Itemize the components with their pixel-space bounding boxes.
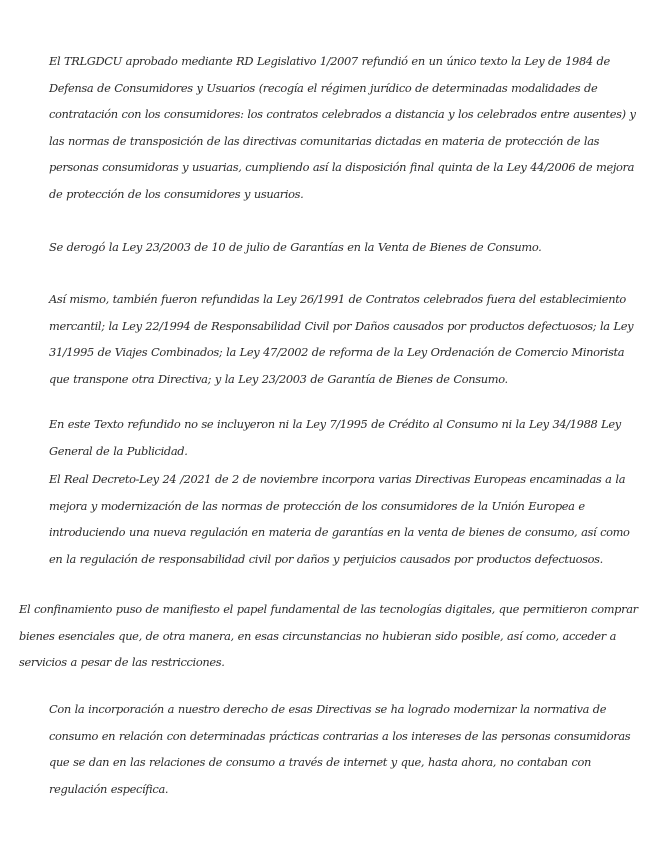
- paragraph-derogation: Se derogó la Ley 23/2003 de 10 de julio de Garantías en la Venta de Bienes de Consumo.: [49, 240, 542, 254]
- paragraph-excluded-laws: En este Texto refundido no se incluyeron ni la Ley 7/1995 de Crédito al Consumo ni la Ley 34/1988 Ley General de la Publicidad.: [49, 417, 621, 458]
- paragraph-real-decreto: El Real Decreto-Ley 24 /2021 de 2 de noviembre incorpora varias Directivas Europeas encaminadas a la mejora y modernización de las normas de protección de los consumidores de la Unión Europea e introduciendo una nueva regulación en materia de garantías en la venta de bienes de consumo, así como en la regulación de responsabilidad civil por daños y perjuicios causados por productos defectuosos.: [49, 472, 630, 566]
- paragraph-directives: Con la incorporación a nuestro derecho de esas Directivas se ha logrado modernizar la normativa de consumo en relación con determinadas prácticas contrarias a los intereses de las personas consumidoras que se dan en las relaciones de consumo a través de internet y que, hasta ahora, no contaban con regulación específica.: [49, 702, 631, 796]
- paragraph-refunded-laws: Así mismo, también fueron refundidas la Ley 26/1991 de Contratos celebrados fuera del establecimiento mercantil; la Ley 22/1994 de Responsabilidad Civil por Daños causados por productos defectuosos; la Ley 31/1995 de Viajes Combinados; la Ley 47/2002 de reforma de la Ley Ordenación de Comercio Minorista que transpone otra Directiva; y la Ley 23/2003 de Garantía de Bienes de Consumo.: [49, 292, 634, 386]
- paragraph-trlgdcu: El TRLGDCU aprobado mediante RD Legislativo 1/2007 refundió en un único texto la Ley de 1984 de Defensa de Consumidores y Usuarios (recogía el régimen jurídico de determinadas modalidades de contratación con los consumidores: los contratos celebrados a distancia y los celebrados entre ausentes) y las normas de transposición de las directivas comunitarias dictadas en materia de protección de las personas consumidoras y usuarias, cumpliendo así la disposición final quinta de la Ley 44/2006 de mejora de protección de los consumidores y usuarios.: [49, 54, 636, 201]
- paragraph-confinement: El confinamiento puso de manifiesto el papel fundamental de las tecnologías digitales, que permitieron comprar bienes esenciales que, de otra manera, en esas circunstancias no hubieran sido posible, así como, acceder a servicios a pesar de las restricciones.: [19, 602, 638, 669]
